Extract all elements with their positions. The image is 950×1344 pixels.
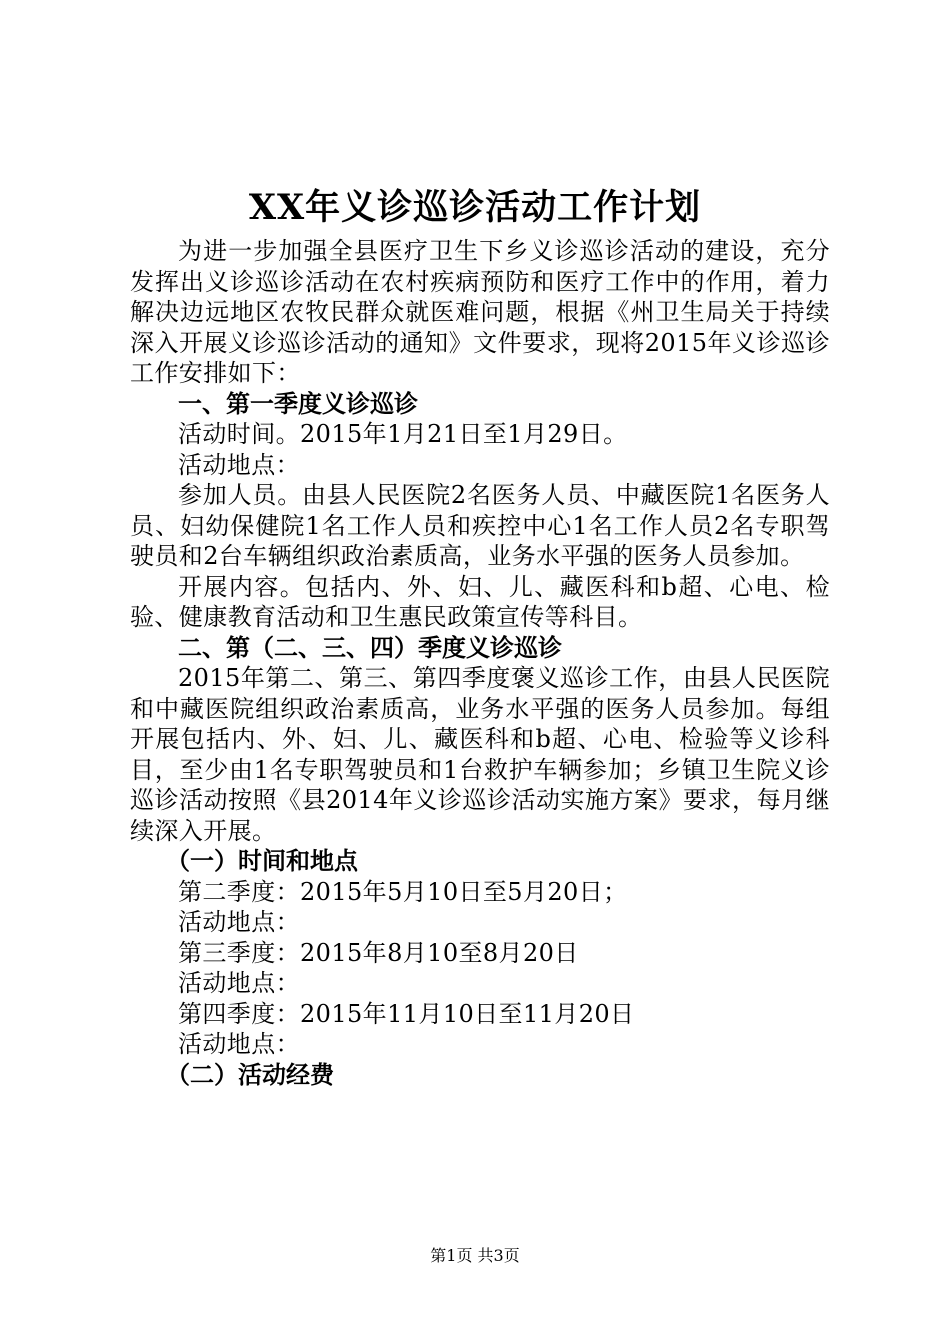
- section-1-place: 活动地点：: [178, 450, 300, 479]
- q3-place: 活动地点：: [178, 969, 300, 997]
- section-1-time: 活动时间。2015年1月21日至1月29日。: [178, 420, 628, 448]
- q2-place: 活动地点：: [178, 908, 300, 936]
- q2-time: 第二季度：2015年5月10日至5月20日；: [178, 877, 628, 906]
- page-footer: 第1页 共3页: [430, 1246, 520, 1265]
- q4-time: 第四季度：2015年11月10日至11月20日: [178, 999, 635, 1028]
- section-2-body: 2015年第二、第三、第四季度褒义巡诊工作，由县人民医院和中藏医院组织政治素质高，业务水平强的医务人员参加。每组开展包括内、外、妇、儿、藏医科和b超、心电、检验等义诊科目，至少由1名专职驾驶员和1台救护车辆参加；乡镇卫生院义诊巡诊活动按照《县2014年义诊巡诊活动实施方案》要求，每月继续深入开展。: [130, 664, 830, 845]
- section-2-heading: 二、第（二、三、四）季度义诊巡诊: [178, 633, 562, 662]
- q4-place: 活动地点：: [178, 1030, 300, 1058]
- section-1-heading: 一、第一季度义诊巡诊: [178, 389, 418, 418]
- section-1-content: 开展内容。包括内、外、妇、儿、藏医科和b超、心电、检验、健康教育活动和卫生惠民政策宣传等科目。: [130, 572, 830, 631]
- document-body: [130, 236, 830, 1090]
- section-1-people: 参加人员。由县人民医院2名医务人员、中藏医院1名医务人员、妇幼保健院1名工作人员和疾控中心1名工作人员2名专职驾驶员和2台车辆组织政治素质高，业务水平强的医务人员参加。: [130, 481, 830, 570]
- subsection-1-heading: （一）时间和地点: [166, 847, 358, 875]
- document-title: XX年义诊巡诊活动工作计划: [248, 187, 702, 228]
- q3-time: 第三季度：2015年8月10至8月20日: [178, 938, 579, 967]
- intro-paragraph: 为进一步加强全县医疗卫生下乡义诊巡诊活动的建设，充分发挥出义诊巡诊活动在农村疾病预防和医疗工作中的作用，着力解决边远地区农牧民群众就医难问题，根据《州卫生局关于持续深入开展义诊巡诊活动的通知》文件要求，现将2015年义诊巡诊工作安排如下：: [130, 237, 830, 387]
- subsection-2-heading: （二）活动经费: [166, 1060, 334, 1089]
